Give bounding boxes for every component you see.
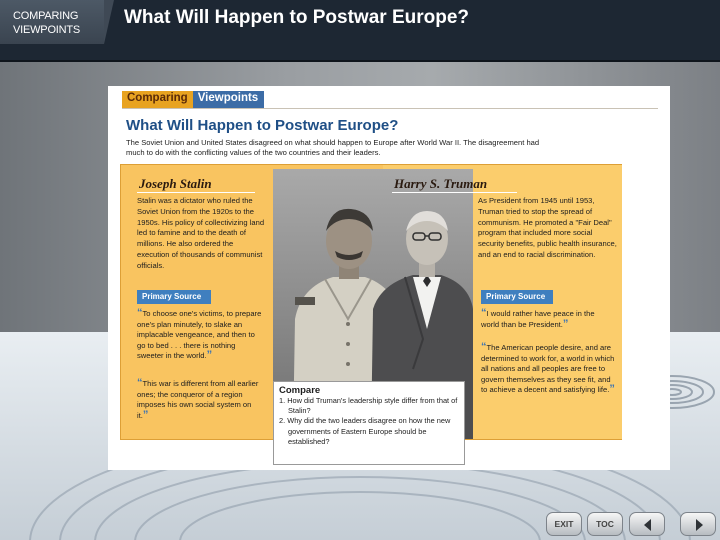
- truman-quote-2-text: The American people desire, and are determined to work for, a world in which all nations and all peoples are free to govern themselves as they see fit, and to achieve a decent and satisfying life.: [481, 343, 615, 394]
- tab-rule: [122, 108, 658, 109]
- truman-quote-1: [481, 309, 611, 330]
- truman-primary-source-label: Primary Source: [481, 290, 553, 304]
- comparing-viewpoints-tab: [122, 91, 264, 108]
- stalin-quote-1: [137, 309, 262, 362]
- open-quote-icon: “: [137, 307, 143, 319]
- tab-label-comparing: Comparing: [122, 91, 193, 108]
- compare-title: Compare: [279, 385, 321, 396]
- open-quote-icon: “: [481, 341, 487, 353]
- next-slide-button[interactable]: [680, 512, 716, 536]
- chevron-left-icon: [641, 518, 655, 532]
- truman-quote-2: [481, 343, 619, 396]
- stalin-quote-2-text: This war is different from all earlier ones; the conqueror of a region imposes his own social system on it.: [137, 379, 259, 420]
- section-tag-line1: COMPARING: [13, 10, 79, 22]
- compare-question-2: 2. Why did the two leaders disagree on how the new governments of Eastern Europe should be established?: [279, 416, 451, 446]
- truman-quote-1-text: I would rather have peace in the world than be President.: [481, 309, 595, 329]
- exit-button[interactable]: EXIT: [546, 512, 582, 536]
- stalin-quote-2: [137, 379, 262, 421]
- previous-slide-button[interactable]: [629, 512, 665, 536]
- header-bar: [0, 0, 720, 62]
- stalin-heading: Joseph Stalin: [139, 176, 212, 191]
- compare-box: [273, 381, 465, 465]
- stalin-primary-source-label: Primary Source: [137, 290, 211, 304]
- truman-heading-rule: [392, 192, 517, 193]
- close-quote-icon: ”: [142, 408, 149, 421]
- close-quote-icon: ”: [562, 317, 569, 330]
- stalin-bio: Stalin was a dictator who ruled the Soviet Union from the 1920s to the 1950s. His policy of collectivizing land led to famine and to the death of millions. He also ordered the execution of thousands of communist officials.: [137, 196, 265, 270]
- textbook-page: [108, 86, 670, 470]
- chevron-right-icon: [692, 518, 706, 532]
- open-quote-icon: “: [481, 307, 487, 319]
- section-tag-fold: [104, 0, 114, 44]
- truman-bio: As President from 1945 until 1953, Truman tried to stop the spread of communism. He promoted a "Fair Deal" program that included more social security benefits, public health insurance, and an end to racial discrimination.: [478, 196, 617, 259]
- toc-button[interactable]: TOC: [587, 512, 623, 536]
- close-quote-icon: ”: [206, 349, 213, 361]
- section-tag-line2: VIEWPOINTS: [13, 24, 81, 36]
- section-tag: [0, 0, 104, 44]
- compare-question-1: 1. How did Truman's leadership style differ from that of Stalin?: [279, 396, 458, 416]
- intro-text: The Soviet Union and United States disagreed on what should happen to Europe after World War II. The disagreement had much to do with the conflicting values of the two countries and their leaders.: [126, 138, 540, 157]
- close-quote-icon: ”: [609, 383, 615, 395]
- page-title: What Will Happen to Postwar Europe?: [126, 117, 399, 134]
- truman-heading: Harry S. Truman: [394, 176, 488, 191]
- tab-label-viewpoints: Viewpoints: [193, 91, 265, 108]
- compare-questions: [279, 396, 459, 447]
- slide-title: What Will Happen to Postwar Europe?: [124, 7, 470, 28]
- stalin-heading-rule: [137, 192, 255, 193]
- open-quote-icon: “: [137, 377, 143, 389]
- stalin-quote-1-text: To choose one's victims, to prepare one's plan minutely, to slake an implacable vengeance, and then to go to bed . . . there is nothing sweeter in the world.: [137, 309, 262, 360]
